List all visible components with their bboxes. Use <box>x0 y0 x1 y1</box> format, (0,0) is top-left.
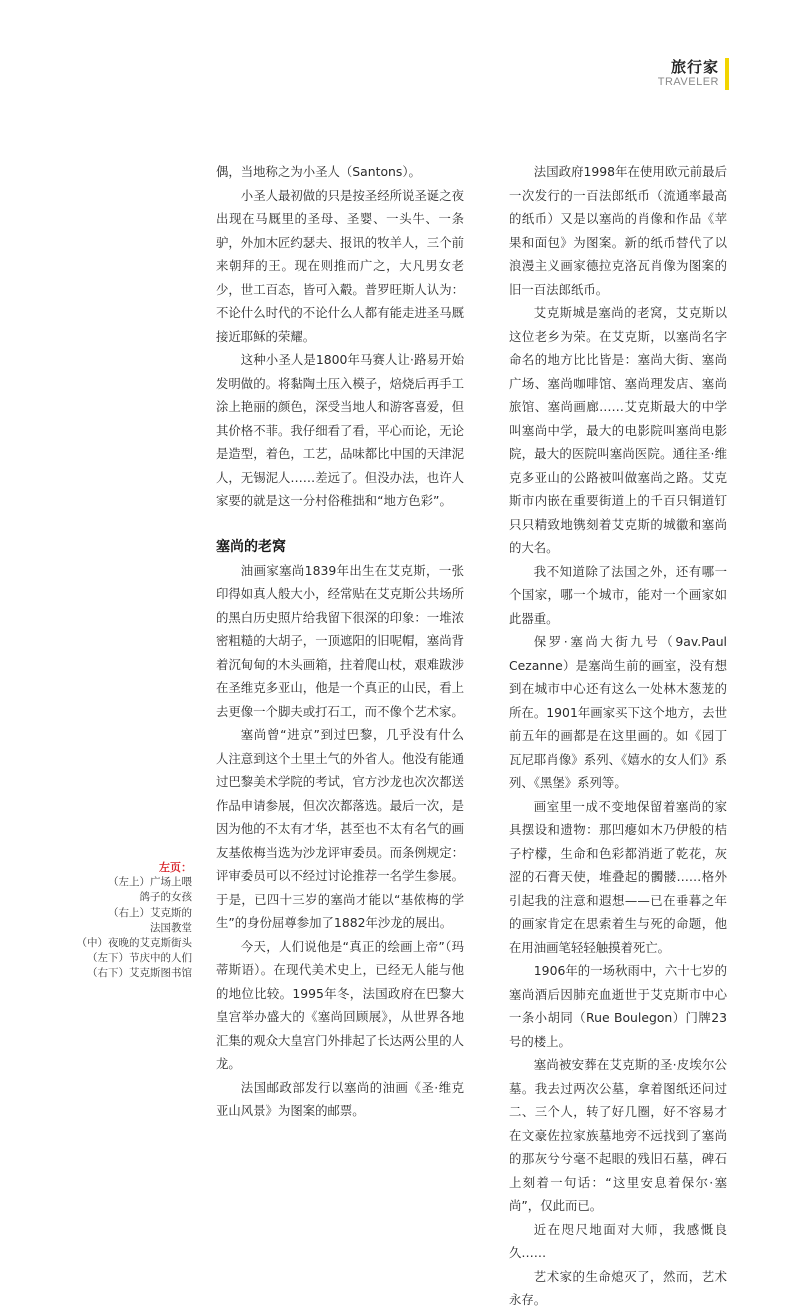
paragraph: 今天，人们说他是“真正的绘画上帝”（玛蒂斯语）。在现代美术史上，已经无人能与他的地位比较。1995年冬，法国政府在巴黎大皇宫举办盛大的《塞尚回顾展》，从世界各地汇集的观众大皇宫门外排起了长达两公里的人龙。 <box>216 938 464 1071</box>
paragraph: 法国政府1998年在使用欧元前最后一次发行的一百法郎纸币（流通率最高的纸币）又是以塞尚的肖像和作品《苹果和面包》为图案。新的纸币替代了以浪漫主义画家德拉克洛瓦肖像为图案的旧一百法郎纸币。 <box>509 164 727 297</box>
paragraph: 塞尚被安葬在艾克斯的圣·皮埃尔公墓。我去过两次公墓，拿着图纸还问过二、三个人，转了好几圈，好不容易才在文豪佐拉家族墓地旁不远找到了塞尚的那灰兮兮毫不起眼的残旧石墓，碑石上刻着一句话：“这里安息着保尔·塞尚”，仅此而已。 <box>509 1057 727 1213</box>
magazine-brand <box>658 58 719 89</box>
paragraph: 艾克斯城是塞尚的老窝，艾克斯以这位老乡为荣。在艾克斯，以塞尚名字命名的地方比比皆是：塞尚大街、塞尚广场、塞尚咖啡馆、塞尚理发店、塞尚旅馆、塞尚画廊……艾克斯最大的中学叫塞尚中学，最大的电影院叫塞尚电影院，最大的医院叫塞尚医院。通往圣·维克多亚山的公路被叫做塞尚之路。艾克斯市内嵌在重要街道上的千百只铜道钉只只精致地镌刻着艾克斯的城徽和塞尚的大名。 <box>509 305 727 555</box>
caption-line: （左下）节庆中的人们 <box>87 952 192 965</box>
caption-title: 左页： <box>159 861 192 874</box>
paragraph: 近在咫尺地面对大师，我感慨良久…… <box>509 1221 727 1260</box>
paragraph: 我不知道除了法国之外，还有哪一个国家，哪一个城市，能对一个画家如此器重。 <box>509 563 727 626</box>
paragraph: 法国邮政部发行以塞尚的油画《圣·维克亚山风景》为图案的邮票。 <box>216 1079 464 1118</box>
photo-caption <box>60 860 192 982</box>
paragraph: 油画家塞尚1839年出生在艾克斯，一张印得如真人般大小，经常贴在艾克斯公共场所的黑白历史照片给我留下很深的印象：一堆浓密粗糙的大胡子，一顶遮阳的旧呢帽，塞尚背着沉甸甸的木头画箱，拄着爬山杖，艰难跋涉在圣维克多亚山，他是一个真正的山民，看上去更像一个脚夫或打石工，而不像个艺术家。 <box>216 562 464 719</box>
caption-line: （中）夜晚的艾克斯街头 <box>76 937 192 950</box>
paragraph: 塞尚曾“进京”到过巴黎，几乎没有什么人注意到这个土里土气的外省人。他没有能通过巴黎美术学院的考试，官方沙龙也次次都送作品申请参展，但次次都落选。最后一次，是因为他的不太有才华，甚至也不太有名气的画友基侬梅当选为沙龙评审委员。而条例规定：评审委员可以不经过讨论推荐一名学生参展。于是，已四十三岁的塞尚才能以“基侬梅的学生”的身份屈尊参加了1882年沙龙的展出。 <box>216 727 464 930</box>
brand-title-en: TRAVELER <box>657 76 719 88</box>
paragraph: 画室里一成不变地保留着塞尚的家具摆设和遗物：那凹瘪如木乃伊般的桔子柠檬，生命和色彩都消逝了乾花，灰涩的石膏天使，堆叠起的髑髅……格外引起我的注意和遐想——已在垂暮之年的画家肯定在思索着生与死的命题，他在用油画笔轻轻触摸着死亡。 <box>509 798 727 955</box>
right-text-column <box>509 160 727 1312</box>
left-text-column <box>216 160 464 1123</box>
paragraph: 保罗·塞尚大街九号（9av.Paul Cezanne）是塞尚生前的画室，没有想到在城市中心还有这么一处林木葱茏的所在。1901年画家买下这个地方，去世前五年的画都是在这里画的。如《园丁瓦尼耶肖像》系列、《嬉水的女人们》系列、《黑堡》系列等。 <box>509 634 727 790</box>
paragraph: 这种小圣人是1800年马赛人让·路易开始发明做的。将黏陶土压入模子，焙烧后再手工涂上艳丽的颜色，深受当地人和游客喜爱，但其价格不菲。我仔细看了看，平心而论，无论是造型，着色，工艺，品味都比中国的天津泥人，无锡泥人……差远了。但没办法，也许人家要的就是这一分村俗稚拙和“地方色彩”。 <box>216 352 464 508</box>
paragraph: 偶，当地称之为小圣人（Santons）。 <box>216 164 421 179</box>
caption-line: 法国教堂 <box>150 921 192 934</box>
caption-line: 鸽子的女孩 <box>139 891 192 904</box>
caption-line: （右下）艾克斯图书馆 <box>87 967 192 980</box>
caption-line: （左上）广场上喂 <box>108 876 192 889</box>
paragraph: 小圣人最初做的只是按圣经所说圣诞之夜出现在马厩里的圣母、圣婴、一头牛、一条驴，外加木匠约瑟夫、报讯的牧羊人，三个前来朝拜的王。现在则推而广之，大凡男女老少，世工百态，皆可入觳。普罗旺斯人认为：不论什么时代的不论什么人都有能走进圣马厩接近耶稣的荣耀。 <box>216 187 464 344</box>
brand-accent-bar <box>725 58 729 90</box>
caption-line: （右上）艾克斯的 <box>108 906 192 919</box>
section-heading: 塞尚的老窝 <box>216 538 286 555</box>
brand-title-cn: 旅行家 <box>670 58 719 76</box>
paragraph: 艺术家的生命熄灭了，然而，艺术永存。 <box>509 1268 727 1307</box>
paragraph: 1906年的一场秋雨中，六十七岁的塞尚酒后因肺充血逝世于艾克斯市中心一条小胡同（Rue Boulegon）门牌23号的楼上。 <box>509 963 727 1049</box>
